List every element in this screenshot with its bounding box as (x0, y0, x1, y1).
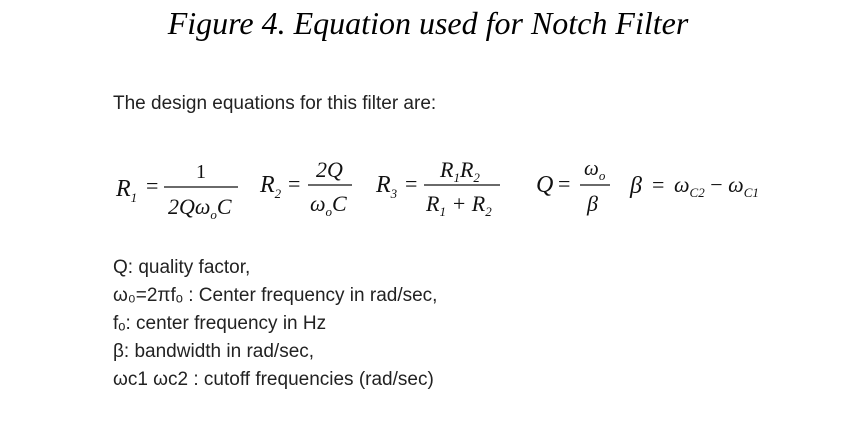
r2-equals: = (288, 171, 301, 196)
r3-numerator-sub1: 1 (453, 170, 460, 185)
r3-equals: = (405, 171, 418, 196)
r3-lhs-sub: 3 (390, 186, 398, 201)
definition-center-frequency-rad: ω₀=2πfₒ : Center frequency in rad/sec, (113, 285, 438, 306)
r3-numerator: R (440, 157, 454, 182)
svg-text:R2 (259, 172, 282, 201)
svg-text:ωC2 − ωC1 (674, 172, 759, 200)
design-equations (0, 148, 856, 228)
r3-denominator-sub1: 1 (439, 204, 446, 219)
beta-equals: = (652, 172, 665, 197)
r1-denominator-tail: C (216, 194, 232, 219)
q-lhs: Q (536, 172, 554, 198)
beta-rhs2-sub: C1 (743, 185, 759, 200)
svg-text:ωoC (310, 191, 347, 219)
svg-text:R3 (375, 172, 398, 201)
q-equals: = (558, 171, 571, 196)
svg-text:ωo (584, 156, 606, 183)
r3-lhs: R (376, 172, 391, 198)
r1-denominator: 2Qω (168, 194, 211, 219)
svg-text:2QωoC (168, 194, 232, 222)
r2-lhs: R (260, 172, 275, 198)
beta-rhs1: ω (674, 172, 690, 197)
r3-numerator-mid: R (459, 157, 474, 182)
equations-svg (0, 148, 856, 228)
definition-cutoff-frequencies: ωc1 ωc2 : cutoff frequencies (rad/sec) (113, 369, 434, 390)
variable-definitions (113, 254, 437, 394)
r1-lhs-sub: 1 (130, 190, 138, 205)
r2-denominator-sub: o (325, 204, 333, 219)
definition-quality-factor: Q: quality factor, (113, 257, 251, 278)
r3-denominator-mid: + R (445, 191, 486, 216)
intro-text: The design equations for this filter are: (113, 93, 437, 114)
q-numerator: ω (584, 156, 599, 180)
r3-numerator-sub2: 2 (473, 170, 480, 185)
r2-lhs-sub: 2 (274, 186, 282, 201)
r2-numerator: 2Q (316, 157, 343, 182)
equation-r3 (375, 157, 500, 219)
definition-bandwidth: β: bandwidth in rad/sec, (113, 341, 315, 362)
r2-denominator-tail: C (332, 191, 347, 216)
svg-text:R1R2 (439, 157, 480, 185)
r3-denominator-sub2: 2 (485, 204, 492, 219)
equation-r1 (115, 161, 238, 222)
svg-text:R1 (115, 176, 137, 205)
r1-equals: = (146, 173, 159, 198)
r3-denominator: R (426, 191, 440, 216)
figure-caption: Figure 4. Equation used for Notch Filter (167, 5, 689, 41)
q-denominator: β (587, 191, 598, 216)
beta-rhs2: ω (728, 172, 744, 197)
svg-text:R1 + R2 (425, 191, 492, 219)
q-numerator-sub: o (598, 168, 606, 183)
r1-lhs: R (116, 176, 131, 202)
r1-denominator-sub: o (210, 207, 217, 222)
equation-beta (629, 172, 759, 200)
beta-rhs1-sub: C2 (689, 185, 705, 200)
r2-denominator: ω (310, 191, 326, 216)
beta-lhs: β (630, 173, 642, 199)
r1-numerator: 1 (196, 161, 206, 183)
beta-minus: − (704, 172, 729, 197)
definition-center-frequency-hz: fₒ: center frequency in Hz (113, 313, 327, 334)
equation-r2 (259, 157, 352, 219)
equation-q (536, 156, 610, 216)
